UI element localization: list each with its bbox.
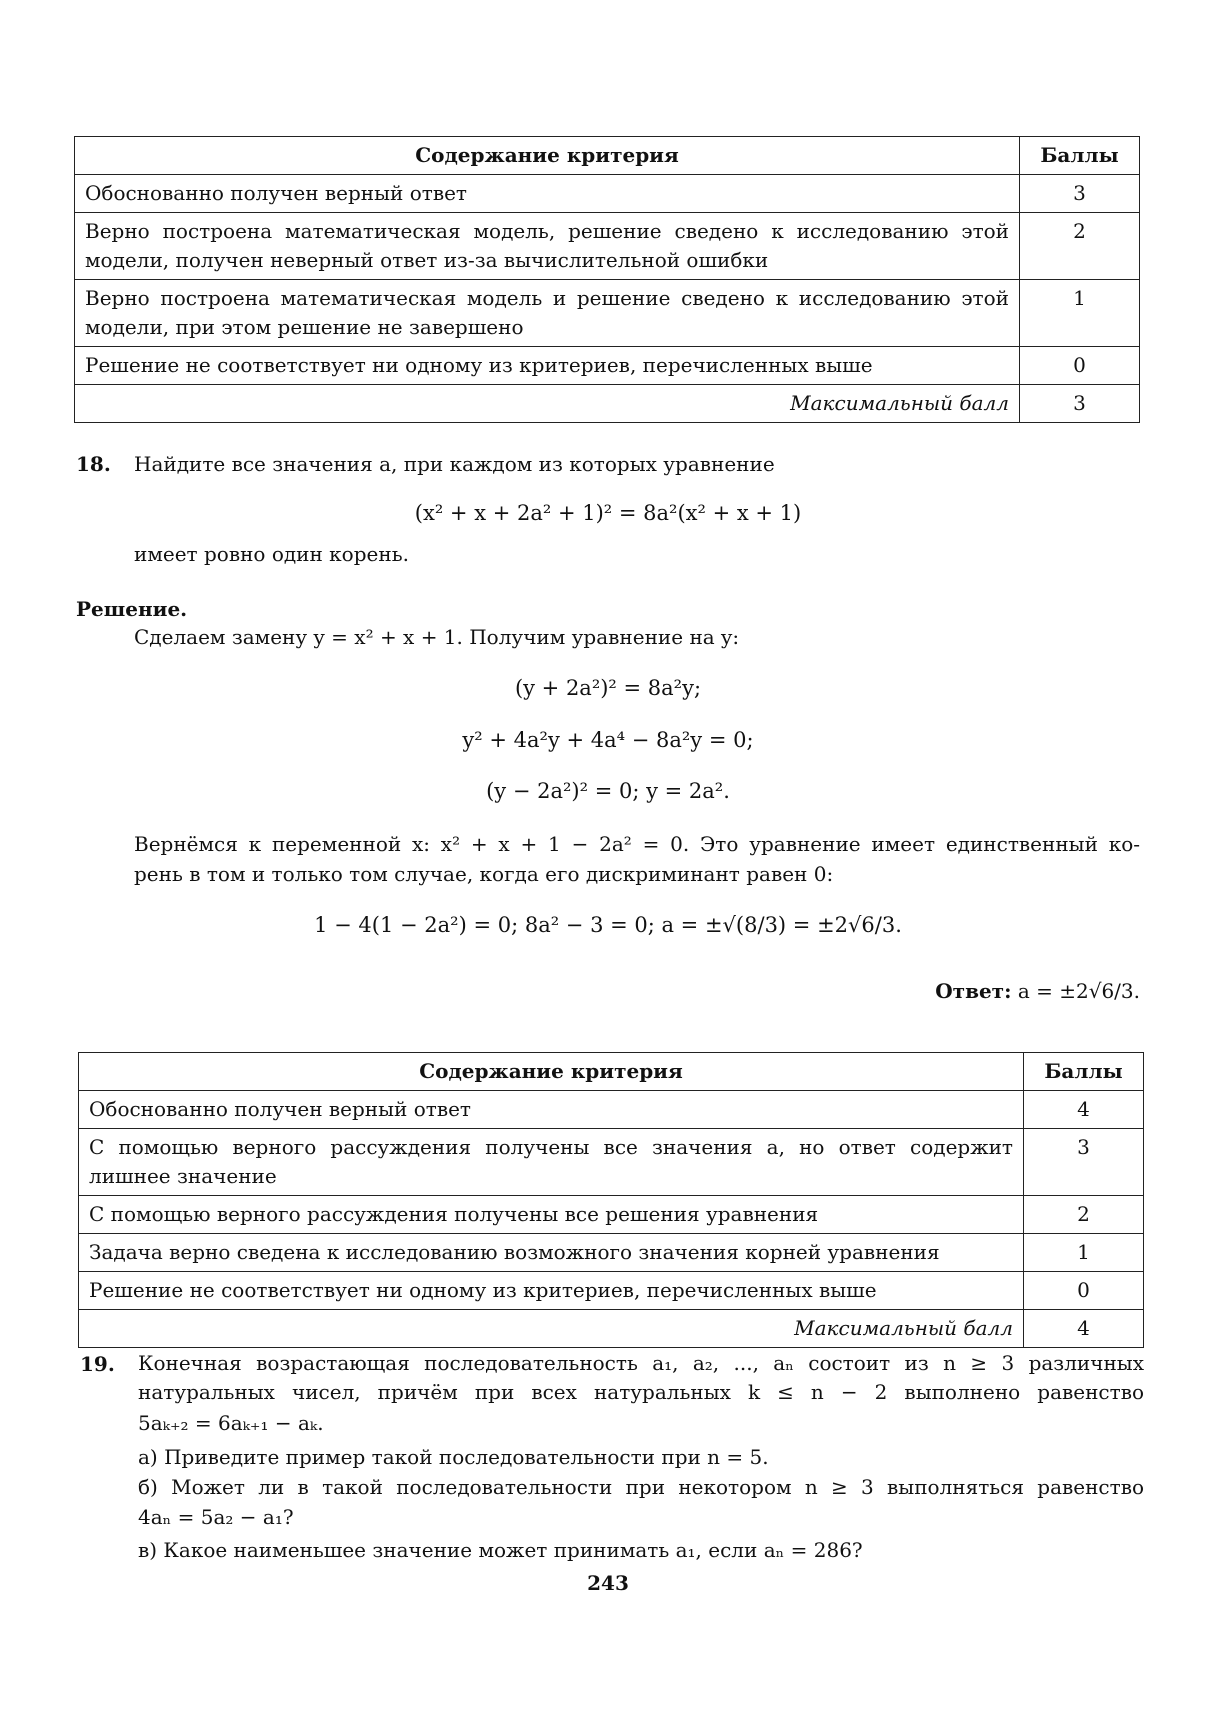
criteria-table-17 [74,136,1140,423]
solution-heading: Решение. [76,597,188,621]
criterion-text: С помощью верного рассуждения получены все решения уравнения [79,1196,1024,1234]
criterion-points: 2 [1020,213,1140,280]
table-header-row [75,137,1140,175]
criterion-text: Обоснованно получен верный ответ [75,175,1020,213]
problem-19-part-b-line2: 4aₙ = 5a₂ − a₁? [138,1505,294,1529]
max-points: 4 [1024,1310,1144,1348]
max-points: 3 [1020,385,1140,423]
max-label: Максимальный балл [79,1310,1024,1348]
table-row [75,347,1140,385]
header-points: Баллы [1024,1053,1144,1091]
solution-eq3: (y − 2a²)² = 0; y = 2a². [486,779,730,803]
criterion-points: 3 [1020,175,1140,213]
answer-label: Ответ: [935,979,1012,1003]
problem-19-line3: 5aₖ₊₂ = 6aₖ₊₁ − aₖ. [138,1411,324,1435]
solution-step2-line2: рень в том и только том случае, когда его дискриминант равен 0: [134,862,834,886]
solution-eq2: y² + 4a²y + 4a⁴ − 8a²y = 0; [462,728,754,752]
criterion-text: Задача верно сведена к исследованию возможного значения корней уравнения [79,1234,1024,1272]
header-points: Баллы [1020,137,1140,175]
max-row [79,1310,1144,1348]
table-row [75,175,1140,213]
answer-value: a = ±2√6/3. [1017,979,1140,1003]
problem-18-equation: (x² + x + 2a² + 1)² = 8a²(x² + x + 1) [414,501,802,525]
problem-19-part-c: в) Какое наименьшее значение может принимать a₁, если aₙ = 286? [138,1538,863,1562]
criterion-points: 1 [1020,280,1140,347]
page-number: 243 [587,1571,629,1595]
criterion-text: Верно построена математическая модель, решение сведено к исследованию этой модели, получен неверный ответ из-за вычислительной ошибки [75,213,1020,280]
solution-step2-line1: Вернёмся к переменной x: x² + x + 1 − 2a² = 0. Это уравнение имеет единственный ко- [134,832,1140,856]
problem-18-intro: Найдите все значения a, при каждом из которых уравнение [134,452,775,476]
criterion-text: С помощью верного рассуждения получены все значения a, но ответ содержит лишнее значение [79,1129,1024,1196]
criterion-points: 0 [1020,347,1140,385]
criteria-table-18 [78,1052,1144,1348]
table-row [79,1129,1144,1196]
table-row [75,280,1140,347]
table-row [79,1234,1144,1272]
max-label: Максимальный балл [75,385,1020,423]
header-content: Содержание критерия [75,137,1020,175]
problem-19-line1: Конечная возрастающая последовательность a₁, a₂, ..., aₙ состоит из n ≥ 3 различных [138,1351,1144,1375]
criterion-points: 0 [1024,1272,1144,1310]
criterion-points: 4 [1024,1091,1144,1129]
criterion-text: Решение не соответствует ни одному из критериев, перечисленных выше [79,1272,1024,1310]
table-row [79,1196,1144,1234]
table-row [75,213,1140,280]
problem-18-outro: имеет ровно один корень. [134,542,409,566]
criterion-text: Верно построена математическая модель и решение сведено к исследованию этой модели, при этом решение не завершено [75,280,1020,347]
header-content: Содержание критерия [79,1053,1024,1091]
solution-eq1: (y + 2a²)² = 8a²y; [514,676,702,700]
criterion-points: 1 [1024,1234,1144,1272]
criterion-text: Обоснованно получен верный ответ [79,1091,1024,1129]
answer-line [0,976,1140,1006]
problem-19-part-a: а) Приведите пример такой последовательности при n = 5. [138,1445,769,1469]
max-row [75,385,1140,423]
table-row [79,1091,1144,1129]
problem-19-part-b-line1: б) Может ли в такой последовательности при некотором n ≥ 3 выполняться равенство [138,1475,1144,1499]
criterion-points: 2 [1024,1196,1144,1234]
problem-19-line2: натуральных чисел, причём при всех натуральных k ≤ n − 2 выполнено равенство [138,1380,1144,1404]
table-row [79,1272,1144,1310]
table-header-row [79,1053,1144,1091]
criterion-text: Решение не соответствует ни одному из критериев, перечисленных выше [75,347,1020,385]
problem-18-number: 18. [76,452,111,476]
problem-19-number: 19. [80,1352,115,1376]
criterion-points: 3 [1024,1129,1144,1196]
solution-step1: Сделаем замену y = x² + x + 1. Получим уравнение на y: [134,625,740,649]
solution-eq4: 1 − 4(1 − 2a²) = 0; 8a² − 3 = 0; a = ±√(8/3) = ±2√6/3. [314,913,902,937]
